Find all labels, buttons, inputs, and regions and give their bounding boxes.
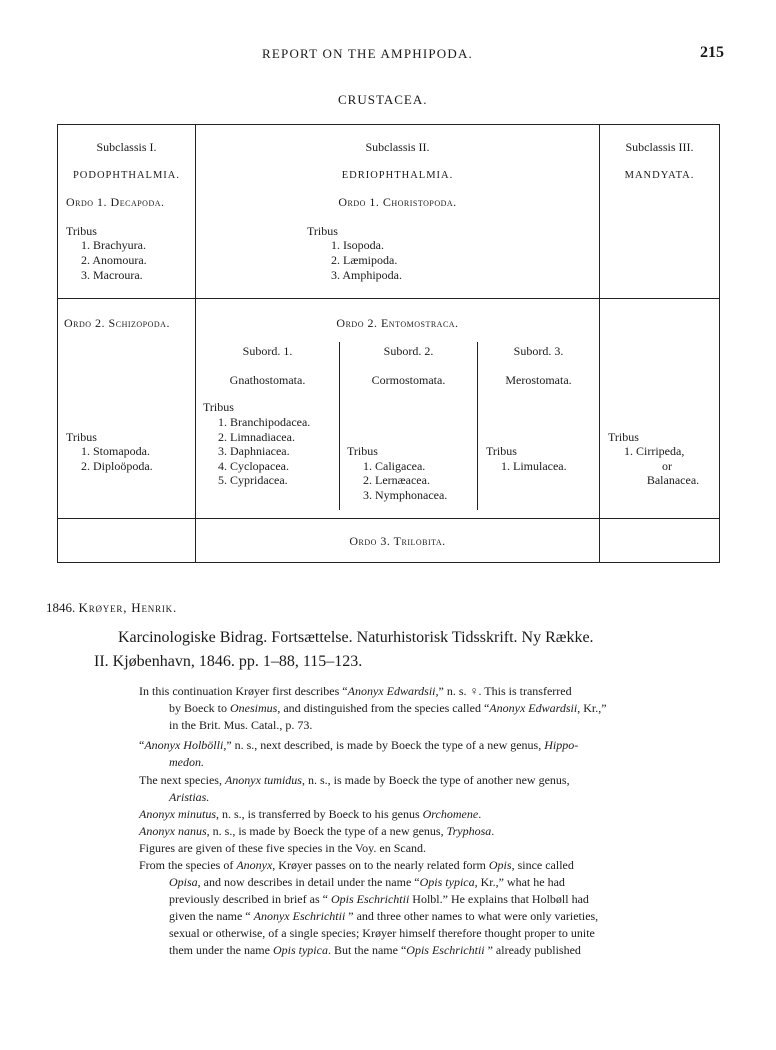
entry-year: 1846. <box>46 600 76 615</box>
paragraph <box>139 857 727 959</box>
suborder-divider-1 <box>339 342 340 510</box>
table-divider-2 <box>599 124 600 563</box>
text: . <box>491 824 495 838</box>
page-number: 215 <box>700 44 724 61</box>
suborder-2-item: 1. Caligacea. <box>363 459 426 473</box>
text: sexual or otherwise, of a single species; Krøyer himself therefore thought proper to unite <box>169 926 595 940</box>
text: Figures are given of these five species in the Voy. en Scand. <box>139 841 427 855</box>
table-top-rule <box>57 124 720 125</box>
paragraph <box>139 683 727 734</box>
subclass-3-name: MANDYATA. <box>624 170 695 181</box>
text: previously described in brief as “ <box>169 892 331 906</box>
suborder-1-item: 5. Cypridacea. <box>218 473 288 487</box>
table-right-rule <box>719 124 720 563</box>
subclass-3-item: 1. Cirripeda, <box>624 444 685 458</box>
subclass-1-tribus-item: 3. Macroura. <box>81 268 143 282</box>
suborder-1-item: 1. Branchipodacea. <box>218 415 311 429</box>
entry-title-line-1: Karcinologiske Bidrag. Fortsættelse. Naturhistorisk Tidsskrift. Ny Række. <box>118 629 594 646</box>
paragraph-continuation <box>139 874 727 959</box>
taxon-name: Opis typica <box>419 875 475 889</box>
suborder-1-label: Subord. 1. <box>242 344 293 358</box>
taxon-name: medon. <box>169 755 204 769</box>
suborder-1-name: Gnathostomata. <box>229 373 306 387</box>
text: , n. s., is made by Boeck the type of a new genus, <box>206 824 447 838</box>
taxon-name: Opisa <box>169 875 198 889</box>
taxon-name: Anonyx Holbölli, <box>144 738 227 752</box>
taxon-name: Opis <box>488 858 512 872</box>
taxon-name: Tryphosa <box>446 824 492 838</box>
subclass-1-tribus-2-item: 1. Stomapoda. <box>81 444 150 458</box>
entry-heading <box>46 600 177 616</box>
text: “ <box>139 738 145 752</box>
text: ” and three other names to what were only varieties, <box>345 909 599 923</box>
text: Holbl.” He explains that Holbøll had <box>409 892 589 906</box>
suborder-1-tribus: Tribus <box>203 400 234 414</box>
paragraph <box>139 772 727 806</box>
taxon-name: Hippo- <box>544 738 579 752</box>
suborder-3-name: Merostomata. <box>505 373 572 387</box>
text: The next species, <box>139 773 225 787</box>
paragraph-continuation <box>139 754 727 771</box>
table-title: CRUSTACEA. <box>338 92 428 107</box>
suborder-2-item: 3. Nymphonacea. <box>363 488 448 502</box>
subclass-2-ordo-2: Ordo 2. Entomostraca. <box>336 316 459 330</box>
subclass-2-tribus-item: 2. Læmipoda. <box>331 253 398 267</box>
text: In this continuation Krøyer first describes “ <box>139 684 348 698</box>
subclass-3-item: Balanacea. <box>646 473 700 487</box>
subclass-1-name: PODOPHTHALMIA. <box>72 170 181 181</box>
text: in the Brit. Mus. Catal., p. 73. <box>169 718 313 732</box>
taxon-name: Anonyx Edwardsii <box>489 701 578 715</box>
subclass-2-ordo-3: Ordo 3. Trilobita. <box>349 534 446 548</box>
paragraph-continuation <box>139 700 727 734</box>
subclass-1-tribus-item: 2. Anomoura. <box>81 253 147 267</box>
text: , Krøyer passes on to the nearly related form <box>272 858 489 872</box>
text: , Kr.,” <box>577 701 607 715</box>
text: them under the name <box>169 943 273 957</box>
subclass-1-tribus-2: Tribus <box>66 430 97 444</box>
subclass-1-tribus-item: 1. Brachyura. <box>81 238 146 252</box>
text: , Kr.,” what he had <box>474 875 565 889</box>
taxon-name: Anonyx nanus <box>139 824 207 838</box>
text: , n. s., is transferred by Boeck to his genus <box>216 807 423 821</box>
suborder-2-tribus: Tribus <box>347 444 378 458</box>
suborder-1-item: 2. Limnadiacea. <box>218 430 295 444</box>
taxon-name: Opis typica <box>272 943 328 957</box>
subclass-1-ordo-1: Ordo 1. Decapoda. <box>66 195 165 209</box>
paragraph-continuation <box>139 789 727 806</box>
subclass-1-tribus: Tribus <box>66 224 97 238</box>
text: , and distinguished from the species called “ <box>277 701 490 715</box>
suborder-1-item: 3. Daphniacea. <box>218 444 290 458</box>
suborder-3-item: 1. Limulacea. <box>501 459 567 473</box>
taxon-name: Anonyx minutus <box>139 807 216 821</box>
suborder-2-label: Subord. 2. <box>383 344 434 358</box>
entry-author: Krøyer, Henrik. <box>78 600 178 615</box>
subclass-2-tribus-item: 1. Isopoda. <box>331 238 384 252</box>
paragraph <box>139 823 727 840</box>
taxon-name: Anonyx Eschrichtii <box>253 909 346 923</box>
taxon-name: Opis Eschrichtii <box>330 892 410 906</box>
paragraph <box>139 806 727 823</box>
suborder-2-name: Cormostomata. <box>371 373 446 387</box>
taxon-name: Orchomene <box>422 807 479 821</box>
taxon-name: Aristias. <box>169 790 210 804</box>
suborder-3-label: Subord. 3. <box>513 344 564 358</box>
taxon-name: Anonyx <box>236 858 273 872</box>
suborder-divider-2 <box>477 342 478 510</box>
text: given the name “ <box>169 909 254 923</box>
taxon-name: Opis Eschrichtii <box>406 943 485 957</box>
text: , since called <box>511 858 574 872</box>
subclass-2-ordo-1: Ordo 1. Choristopoda. <box>338 195 457 209</box>
table-bottom-rule <box>57 562 720 563</box>
subclass-2-label: Subclassis II. <box>365 140 430 154</box>
text: , and now describes in detail under the name “ <box>197 875 420 889</box>
suborder-3-tribus: Tribus <box>486 444 517 458</box>
table-rule-1 <box>57 298 720 299</box>
text: ” already published <box>484 943 581 957</box>
text: , n. s., is made by Boeck the type of another new genus, <box>301 773 570 787</box>
subclass-3-tribus: Tribus <box>608 430 639 444</box>
subclass-1-tribus-2-item: 2. Diploöpoda. <box>81 459 153 473</box>
text: ” n. s., next described, is made by Boeck the type of a new genus, <box>226 738 545 752</box>
text: From the species of <box>139 858 237 872</box>
text: by Boeck to <box>169 701 230 715</box>
table-rule-2 <box>57 518 720 519</box>
paragraph <box>139 737 727 771</box>
running-title: REPORT ON THE AMPHIPODA. <box>262 46 474 61</box>
subclass-2-tribus-item: 3. Amphipoda. <box>331 268 402 282</box>
entry-title-line-2: II. Kjøbenhavn, 1846. pp. 1–88, 115–123. <box>94 653 363 670</box>
taxon-name: Onesimus <box>230 701 278 715</box>
taxon-name: Anonyx Edwardsii, <box>347 684 439 698</box>
subclass-2-tribus: Tribus <box>307 224 338 238</box>
suborder-2-item: 2. Lernæacea. <box>363 473 430 487</box>
subclass-2-name: EDRIOPHTHALMIA. <box>341 170 454 181</box>
text: . But the name “ <box>327 943 407 957</box>
subclass-1-label: Subclassis I. <box>96 140 157 154</box>
paragraph <box>139 840 727 857</box>
subclass-3-item: or <box>662 459 672 473</box>
table-left-rule <box>57 124 58 563</box>
taxon-name: Anonyx tumidus <box>224 773 302 787</box>
subclass-3-label: Subclassis III. <box>625 140 694 154</box>
text: . <box>478 807 482 821</box>
text: ” n. s. ♀. This is transferred <box>438 684 572 698</box>
suborder-1-item: 4. Cyclopacea. <box>218 459 289 473</box>
subclass-1-ordo-2: Ordo 2. Schizopoda. <box>64 316 170 330</box>
